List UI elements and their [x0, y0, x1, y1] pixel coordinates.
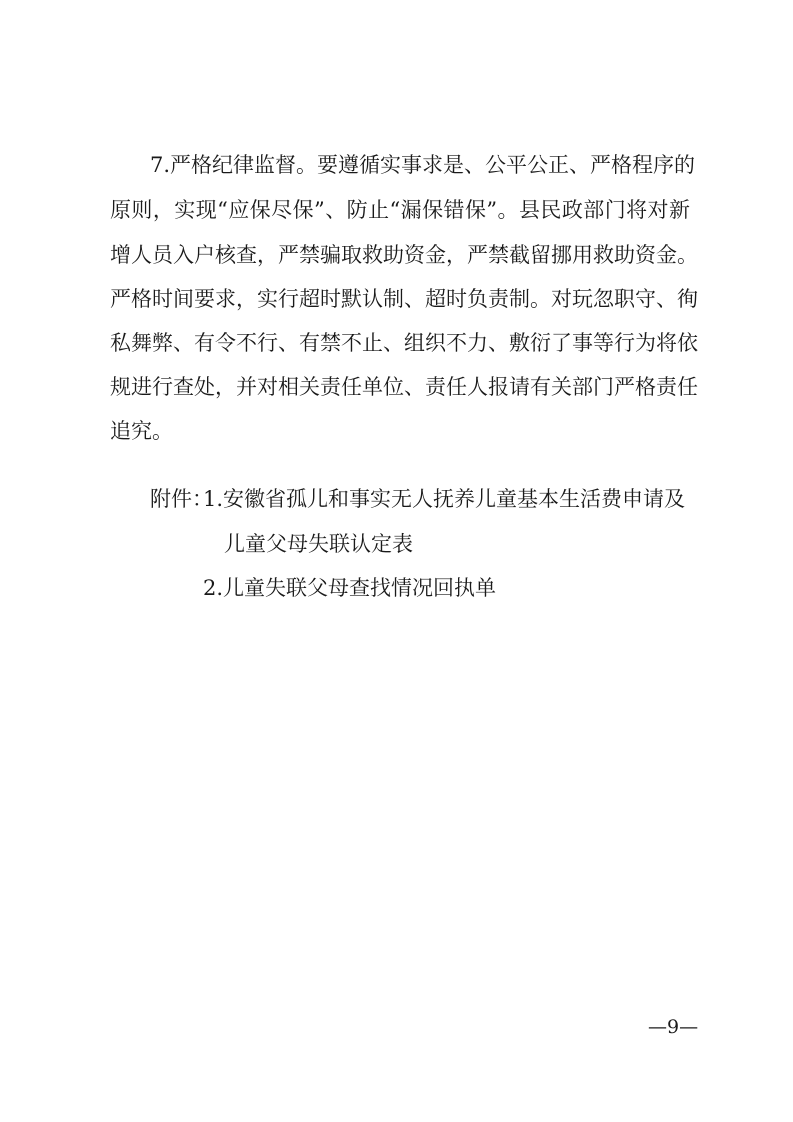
attachment-item-1-line-2: 儿童父母失联认定表: [224, 532, 413, 556]
section7-line-2: 原则，实现“应保尽保”、防止“漏保错保”。县民政部门将对新: [110, 198, 690, 222]
page-number: —9—: [648, 1016, 699, 1038]
attachment-item-2: 2.儿童失联父母查找情况回执单: [203, 576, 497, 600]
section7-line-6: 规进行查处，并对相关责任单位、责任人报请有关部门严格责任: [110, 375, 698, 399]
attachments-label: 附件：: [150, 487, 213, 511]
section7-line-3: 增人员入户核查，严禁骗取救助资金，严禁截留挪用救助资金。: [110, 243, 698, 267]
section7-line-4: 严格时间要求，实行超时默认制、超时负责制。对玩忽职守、徇: [110, 287, 698, 311]
section7-line-1: 7.严格纪律监督。要遵循实事求是、公平公正、严格程序的: [150, 153, 696, 177]
attachment-item-1-line-1: 1.安徽省孤儿和事实无人抚养儿童基本生活费申请及: [203, 487, 686, 511]
section7-line-7: 追究。: [110, 419, 173, 443]
section7-line-5: 私舞弊、有令不行、有禁不止、组织不力、敷衍了事等行为将依: [110, 331, 698, 355]
